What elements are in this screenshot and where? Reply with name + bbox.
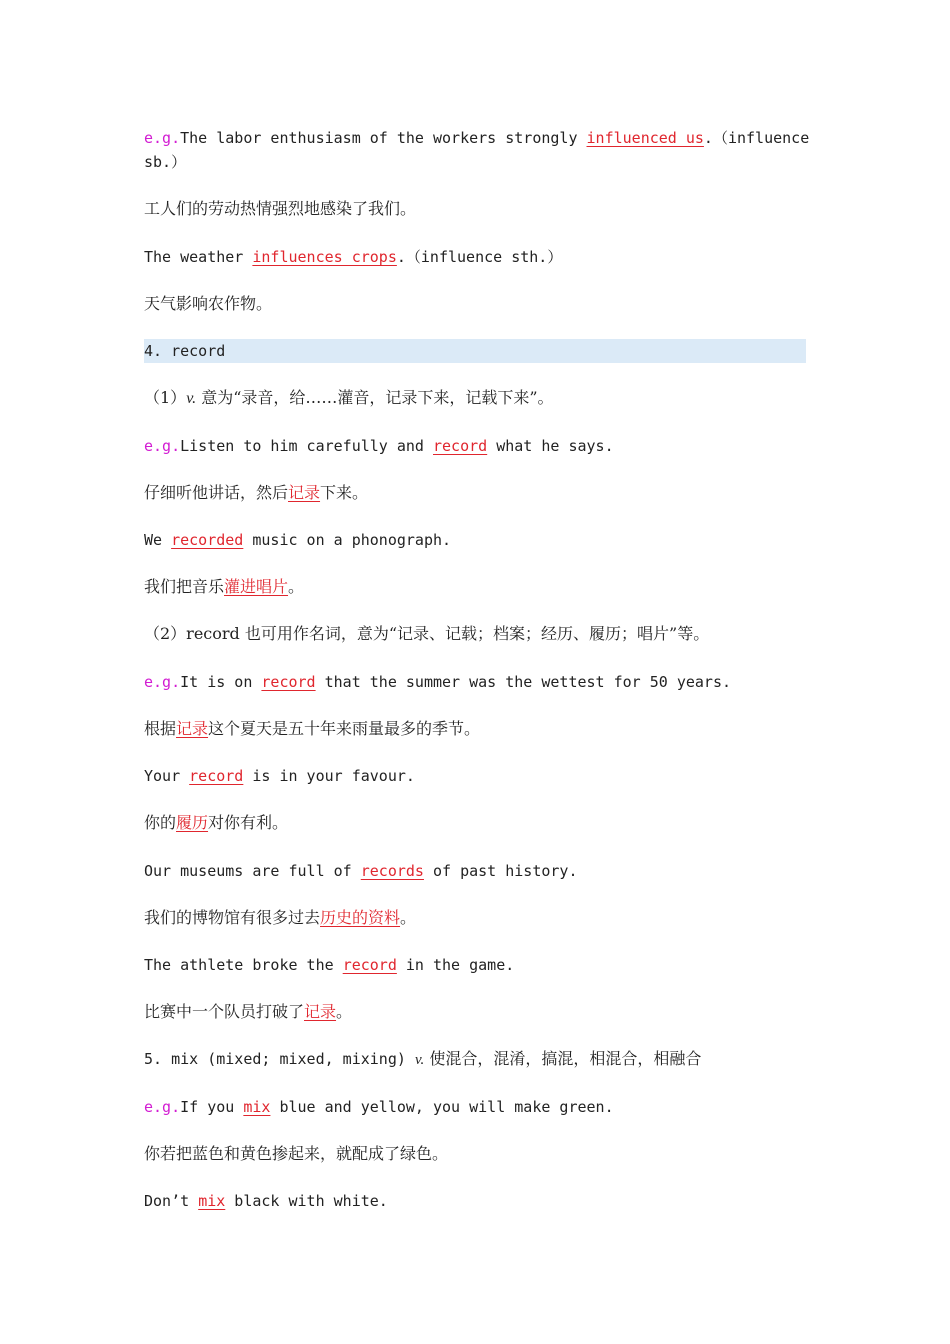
example-sentence: Your record is in your favour. (144, 767, 415, 785)
highlighted-phrase: record (342, 956, 397, 974)
example-sentence: e.g.If you mix blue and yellow, you will make green. (144, 1098, 614, 1116)
translation-line: 我们的博物馆有很多过去历史的资料。 (144, 908, 417, 927)
example-sentence: e.g.It is on record that the summer was the wettest for 50 years. (144, 673, 732, 691)
translation-line: 工人们的劳动热情强烈地感染了我们。 (144, 199, 417, 218)
highlighted-phrase: records (360, 862, 424, 880)
example-sentence: e.g.Listen to him carefully and record what he says. (144, 437, 614, 455)
highlighted-phrase: 记录 (176, 719, 209, 738)
section-heading-record: 4. record (144, 339, 806, 363)
example-sentence: We recorded music on a phonograph. (144, 531, 452, 549)
highlighted-phrase: mix (198, 1192, 226, 1210)
translation-line: 根据记录这个夏天是五十年来雨量最多的季节。 (144, 719, 481, 738)
definition-noun-record: （2）record 也可用作名词，意为“记录、记载；档案；经历、履历；唱片”等。 (144, 624, 710, 643)
example-sentence: Our museums are full of records of past history. (144, 862, 578, 880)
highlighted-phrase: 历史的资料 (320, 908, 401, 927)
translation-line: 比赛中一个队员打破了记录。 (144, 1002, 353, 1021)
highlighted-phrase: 记录 (304, 1002, 337, 1021)
highlighted-phrase: 灌进唱片 (224, 577, 289, 596)
translation-line: 我们把音乐灌进唱片。 (144, 577, 305, 596)
eg-marker: e.g. (144, 437, 181, 455)
highlighted-phrase: recorded (171, 531, 244, 549)
translation-line: 你若把蓝色和黄色掺起来，就配成了绿色。 (144, 1144, 449, 1163)
example-sentence-continuation: sb.） (144, 153, 187, 171)
highlighted-phrase: influenced us (586, 129, 704, 147)
definition-verb-record: （1）v. 意为“录音，给……灌音，记录下来，记载下来”。 (144, 388, 554, 407)
example-sentence: Don’t mix black with white. (144, 1192, 388, 1210)
translation-line: 你的履历对你有利。 (144, 813, 289, 832)
section-heading-mix: 5. mix (mixed; mixed, mixing) v. 使混合，混淆，搞混，相混合，相融合 (144, 1049, 702, 1068)
eg-marker: e.g. (144, 673, 181, 691)
part-of-speech: v. (186, 390, 197, 407)
part-of-speech: v. (414, 1052, 425, 1068)
highlighted-phrase: 记录 (288, 483, 321, 502)
highlighted-phrase: mix (243, 1098, 271, 1116)
example-sentence: The athlete broke the record in the game. (144, 956, 515, 974)
translation-line: 仔细听他讲话，然后记录下来。 (144, 483, 369, 502)
eg-marker: e.g. (144, 129, 181, 147)
example-sentence-influence-sth: The weather influences crops.（influence sth.） (144, 248, 563, 266)
eg-marker: e.g. (144, 1098, 181, 1116)
highlighted-phrase: record (433, 437, 488, 455)
translation-line: 天气影响农作物。 (144, 294, 273, 313)
highlighted-phrase: record (189, 767, 244, 785)
highlighted-phrase: influences crops (252, 248, 397, 266)
highlighted-phrase: record (261, 673, 316, 691)
example-sentence-influence-sb: e.g.The labor enthusiasm of the workers strongly influenced us.（influence (144, 129, 810, 147)
highlighted-phrase: 履历 (176, 813, 209, 832)
